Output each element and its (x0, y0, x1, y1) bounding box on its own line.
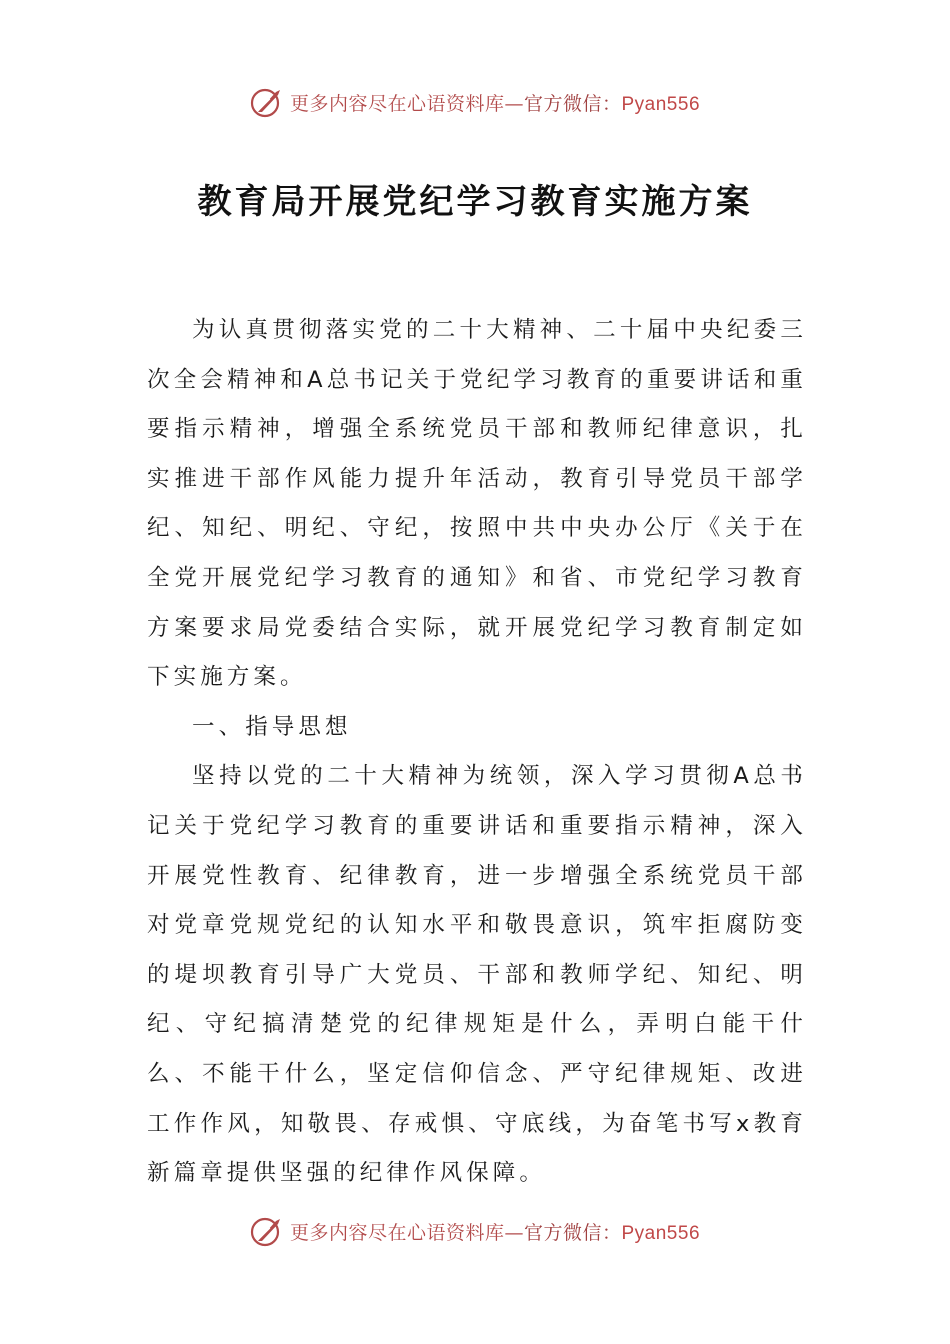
document-title: 教育局开展党纪学习教育实施方案 (197, 182, 753, 222)
watermark-dash: — (504, 1221, 524, 1244)
watermark-main-text: 更多内容尽在心语资料库 (289, 92, 505, 115)
watermark-main-text: 更多内容尽在心语资料库 (289, 1221, 505, 1244)
watermark-dash: — (504, 92, 524, 115)
watermark-header (0, 82, 950, 122)
watermark-text (290, 1218, 700, 1245)
section-heading-guiding-ideology: 一、指导思想 (192, 713, 352, 740)
quill-logo-icon (250, 85, 284, 119)
watermark-text (290, 89, 700, 116)
watermark-label: 官方微信： (523, 1221, 622, 1244)
watermark-wechat-id: Pyan556 (621, 1222, 701, 1244)
watermark-label: 官方微信： (523, 92, 622, 115)
watermark-wechat-id: Pyan556 (621, 93, 701, 115)
document-body (147, 306, 807, 1199)
paragraph-intro: 为认真贯彻落实党的二十大精神、二十届中央纪委三次全会精神和A总书记关于党纪学习教育的重要讲话和重要指示精神，增强全系统党员干部和教师纪律意识，扎实推进干部作风能力提升年活动，教育引导党员干部学纪、知纪、明纪、守纪，按照中共中央办公厅《关于在全党开展党纪学习教育的通知》和省、市党纪学习教育方案要求局党委结合实际，就开展党纪学习教育制定如下实施方案。 (147, 317, 807, 691)
quill-logo-icon (250, 1214, 284, 1248)
watermark-footer (0, 1211, 950, 1251)
paragraph-guiding-ideology: 坚持以党的二十大精神为统领，深入学习贯彻A总书记关于党纪学习教育的重要讲话和重要指示精神，深入开展党性教育、纪律教育，进一步增强全系统党员干部对党章党规党纪的认知水平和敬畏意识，筑牢拒腐防变的堤坝教育引导广大党员、干部和教师学纪、知纪、明纪、守纪搞清楚党的纪律规矩是什么，弄明白能干什么、不能干什么，坚定信仰信念、严守纪律规矩、改进工作作风，知敬畏、存戒惧、守底线，为奋笔书写x教育新篇章提供坚强的纪律作风保障。 (147, 763, 807, 1187)
